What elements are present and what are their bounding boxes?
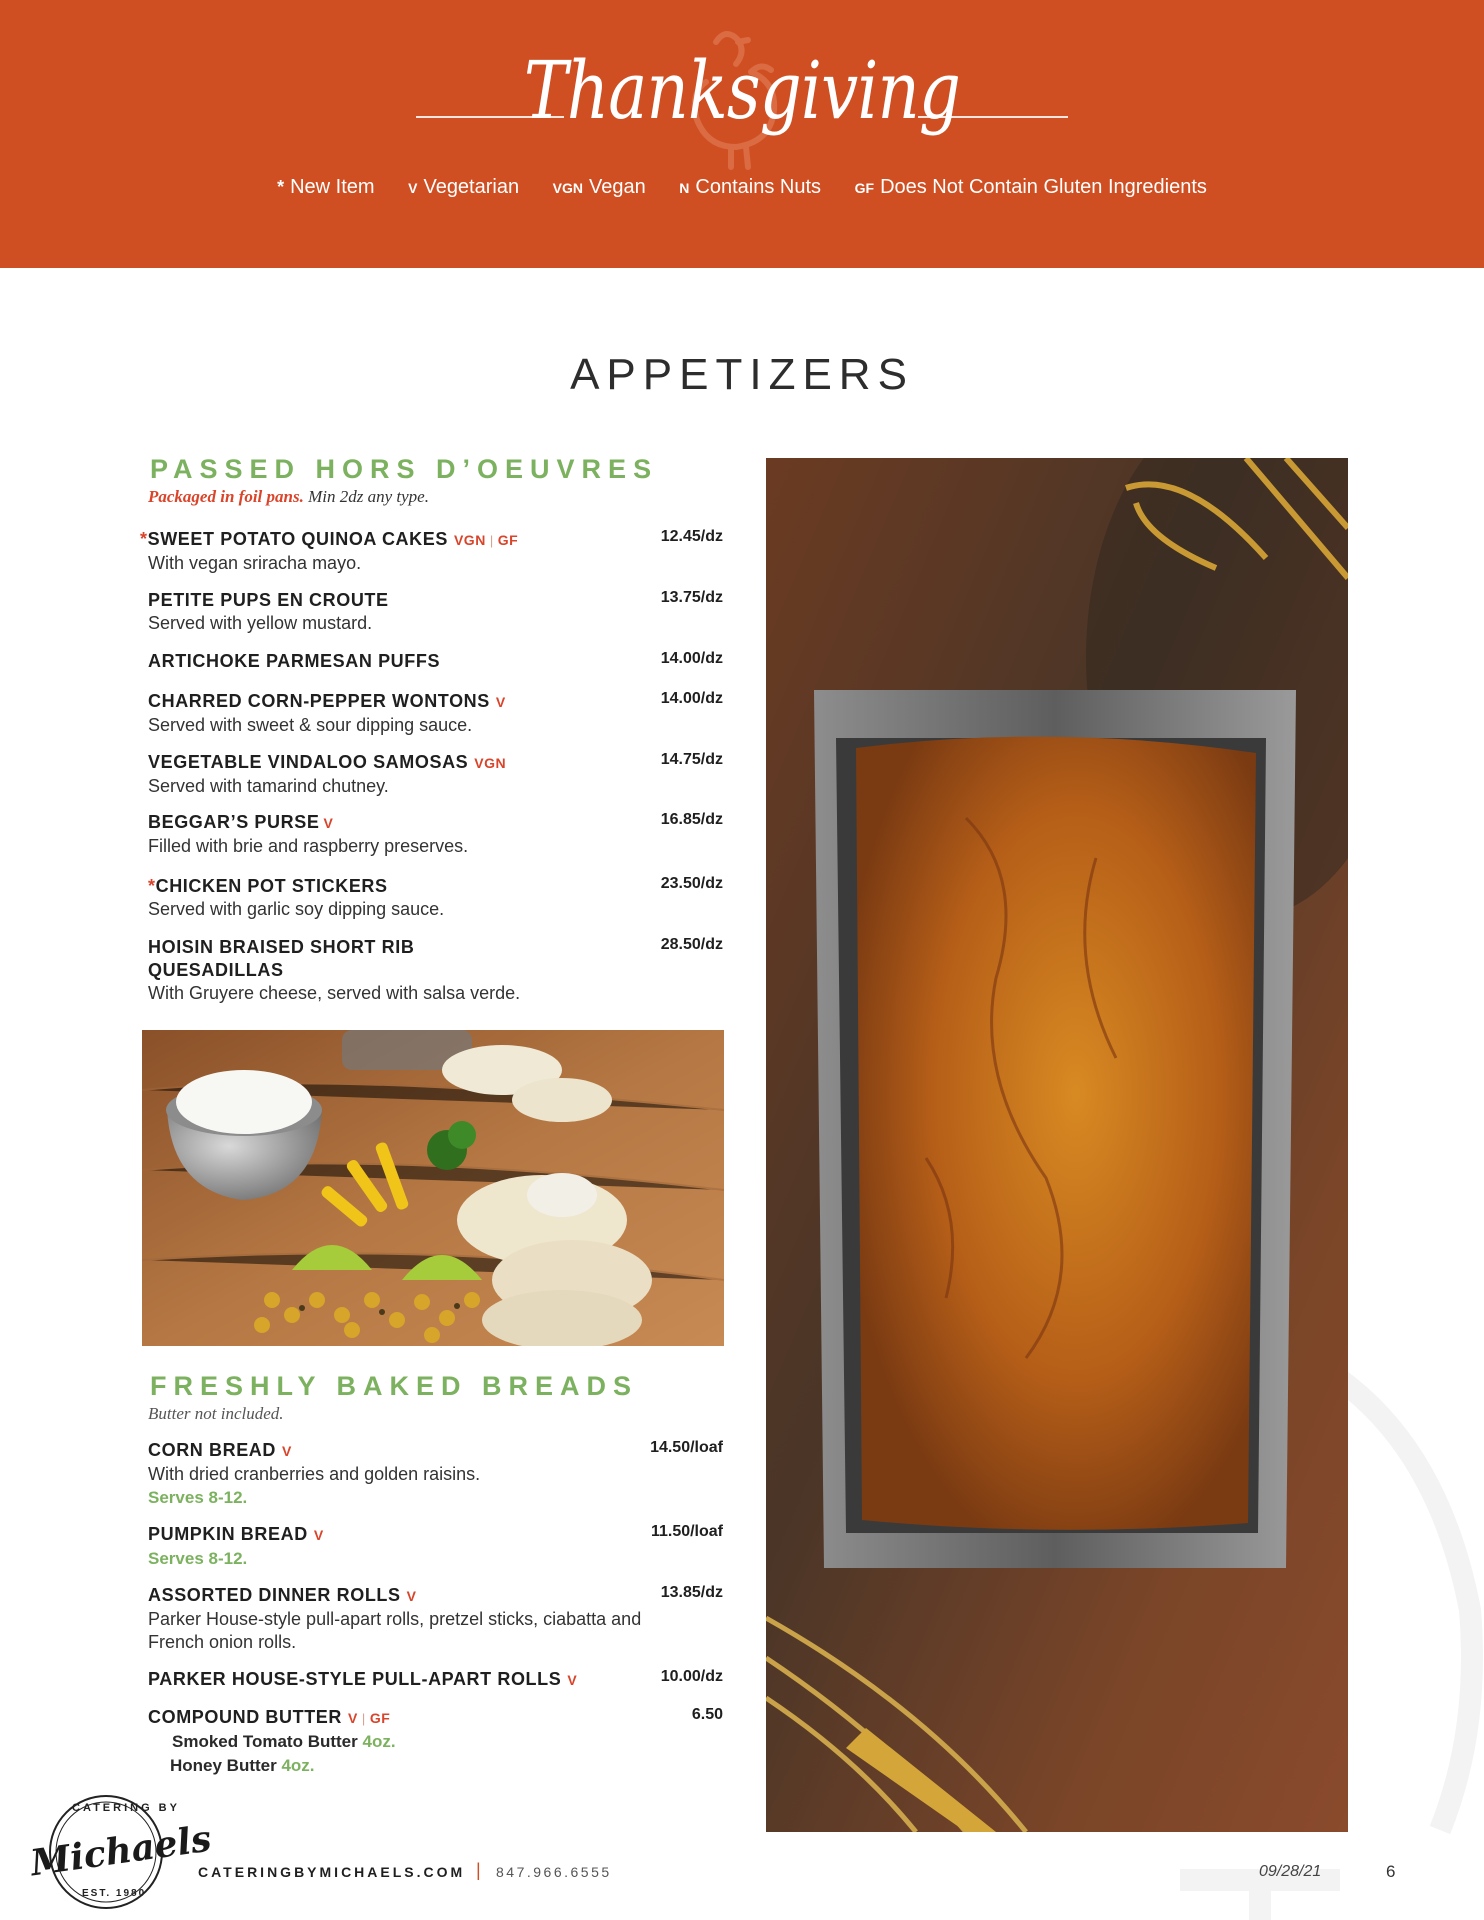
item-price: 14.75/dz (660, 751, 723, 768)
menu-item: BEGGAR’S PURSE V Filled with brie and raspberry preserves. 16.85/dz (148, 811, 723, 856)
legend-new-item: * New Item (277, 176, 375, 198)
item-price: 16.85/dz (660, 811, 723, 828)
menu-item: *SWEET POTATO QUINOA CAKES VGN | GF With vegan sriracha mayo. 12.45/dz (140, 528, 723, 573)
footer-phone[interactable]: 847.966.6555 (496, 1864, 612, 1880)
menu-item: VEGETABLE VINDALOO SAMOSAS VGN Served with tamarind chutney. 14.75/dz (148, 751, 723, 796)
legend-gluten-free: GF Does Not Contain Gluten Ingredients (854, 176, 1207, 198)
pumpkin-bread-photo (766, 458, 1348, 1832)
menu-item: PETITE PUPS EN CROUTE Served with yellow mustard. 13.75/dz (148, 589, 723, 633)
legend-nuts: N Contains Nuts (679, 176, 822, 198)
menu-item: CHARRED CORN-PEPPER WONTONS V Served with sweet & sour dipping sauce. 14.00/dz (148, 690, 723, 735)
category-title-passed: PASSED HORS D’OEUVRES (150, 454, 659, 484)
item-price: 13.85/dz (660, 1584, 723, 1601)
category-title-breads: FRESHLY BAKED BREADS (150, 1371, 639, 1401)
category-note-passed: Packaged in foil pans. Min 2dz any type. (148, 487, 429, 506)
menu-item: PUMPKIN BREAD V Serves 8-12. 11.50/loaf (148, 1523, 723, 1568)
menu-item: ARTICHOKE PARMESAN PUFFS 14.00/dz (148, 650, 723, 671)
dietary-legend (0, 176, 1484, 199)
page-title: Thanksgiving (523, 44, 961, 137)
section-title: APPETIZERS (570, 350, 914, 399)
item-price: 11.50/loaf (650, 1523, 723, 1540)
item-price: 14.00/dz (660, 650, 723, 667)
menu-item: ASSORTED DINNER ROLLS V Parker House-style pull-apart rolls, pretzel sticks, ciabatta and French onion rolls. 13.85/dz (148, 1584, 723, 1652)
item-price: 6.50 (691, 1706, 723, 1723)
item-price: 10.00/dz (660, 1668, 723, 1685)
item-price: 28.50/dz (660, 936, 723, 953)
menu-item: COMPOUND BUTTER V | GF Smoked Tomato Butter 4oz. Honey Butter 4oz. 6.50 (148, 1706, 723, 1778)
menu-item: *CHICKEN POT STICKERS Served with garlic soy dipping sauce. 23.50/dz (148, 875, 723, 919)
footer-divider: | (476, 1860, 481, 1880)
logo-script: Michaels (27, 1817, 214, 1885)
menu-item: HOISIN BRAISED SHORT RIB QUESADILLAS With Gruyere cheese, served with salsa verde. 28.50/dz (148, 936, 723, 1003)
item-price: 12.45/dz (660, 528, 723, 545)
logo-bottom-text: EST. 1980 (82, 1888, 147, 1899)
wonton-ingredients-photo (142, 1030, 724, 1346)
footer-website[interactable]: CATERINGBYMICHAELS.COM (198, 1864, 466, 1880)
butter-option: Honey Butter 4oz. (170, 1756, 315, 1775)
item-price: 23.50/dz (660, 875, 723, 892)
footer-date: 09/28/21 (1259, 1863, 1322, 1880)
menu-item: CORN BREAD V With dried cranberries and golden raisins. Serves 8-12. 14.50/loaf (148, 1439, 723, 1507)
legend-vegetarian: V Vegetarian (408, 176, 520, 198)
category-note-breads: Butter not included. (148, 1404, 284, 1423)
item-price: 14.00/dz (660, 690, 723, 707)
header-band (0, 0, 1484, 268)
logo-top-text: CATERING BY (72, 1802, 180, 1814)
menu-item: PARKER HOUSE-STYLE PULL-APART ROLLS V 10.00/dz (148, 1668, 723, 1689)
legend-vegan: VGN Vegan (552, 176, 646, 198)
item-price: 13.75/dz (660, 589, 723, 606)
page-number: 6 (1386, 1862, 1396, 1881)
butter-option: Smoked Tomato Butter 4oz. (172, 1732, 396, 1751)
item-price: 14.50/loaf (650, 1439, 723, 1456)
